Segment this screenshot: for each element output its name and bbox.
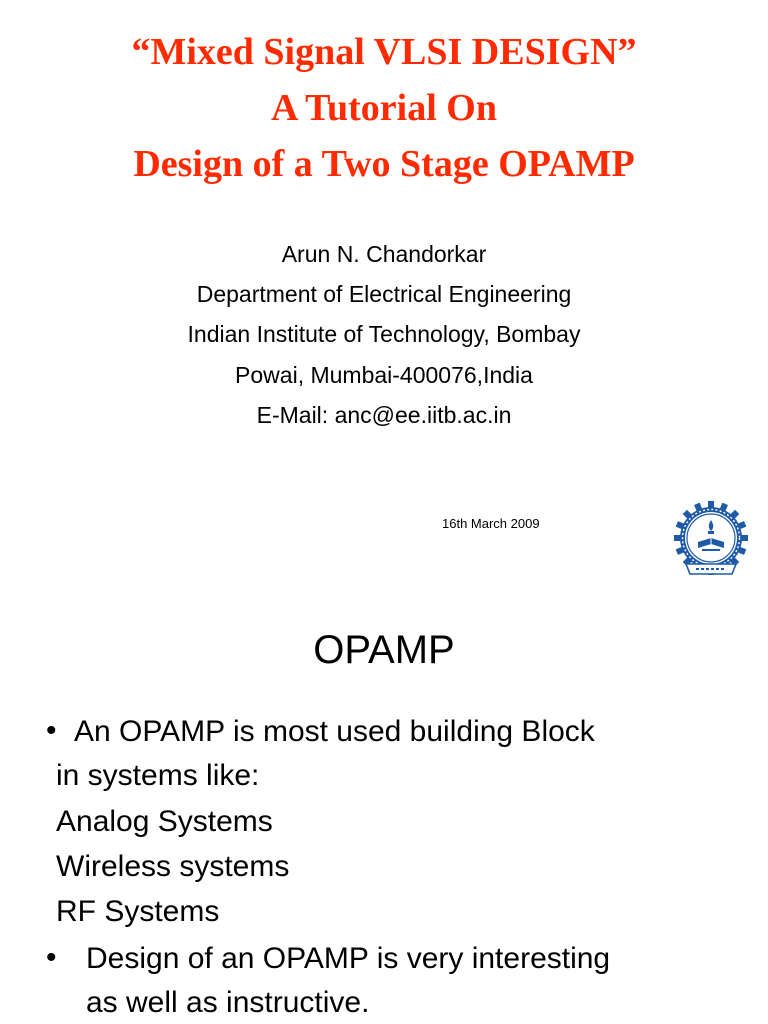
slide-title: OPAMP (313, 628, 455, 672)
author-department: Department of Electrical Engineering (196, 281, 572, 307)
system-item: Analog Systems (56, 805, 273, 838)
bullet-text: An OPAMP is most used building Block (74, 715, 595, 748)
title-line-2: A Tutorial On (271, 87, 497, 129)
system-item: Wireless systems (56, 850, 290, 883)
iit-bombay-emblem-icon (672, 500, 750, 580)
author-email: E-Mail: anc@ee.iitb.ac.in (256, 402, 512, 428)
bullet-icon: • (46, 714, 57, 747)
bullet-icon: • (46, 941, 57, 974)
title-line-1: “Mixed Signal VLSI DESIGN” (131, 31, 637, 73)
bullet-continuation: as well as instructive. (86, 986, 370, 1019)
author-address: Powai, Mumbai-400076,India (235, 362, 533, 388)
bullet-continuation: in systems like: (56, 759, 260, 792)
presentation-date: 16th March 2009 (442, 516, 540, 531)
bullet-text: Design of an OPAMP is very interesting (86, 942, 611, 975)
system-item: RF Systems (56, 895, 220, 928)
author-name: Arun N. Chandorkar (281, 241, 487, 267)
slide-opamp (0, 600, 768, 1024)
title-line-3: Design of a Two Stage OPAMP (133, 143, 635, 185)
author-institute: Indian Institute of Technology, Bombay (187, 321, 581, 347)
